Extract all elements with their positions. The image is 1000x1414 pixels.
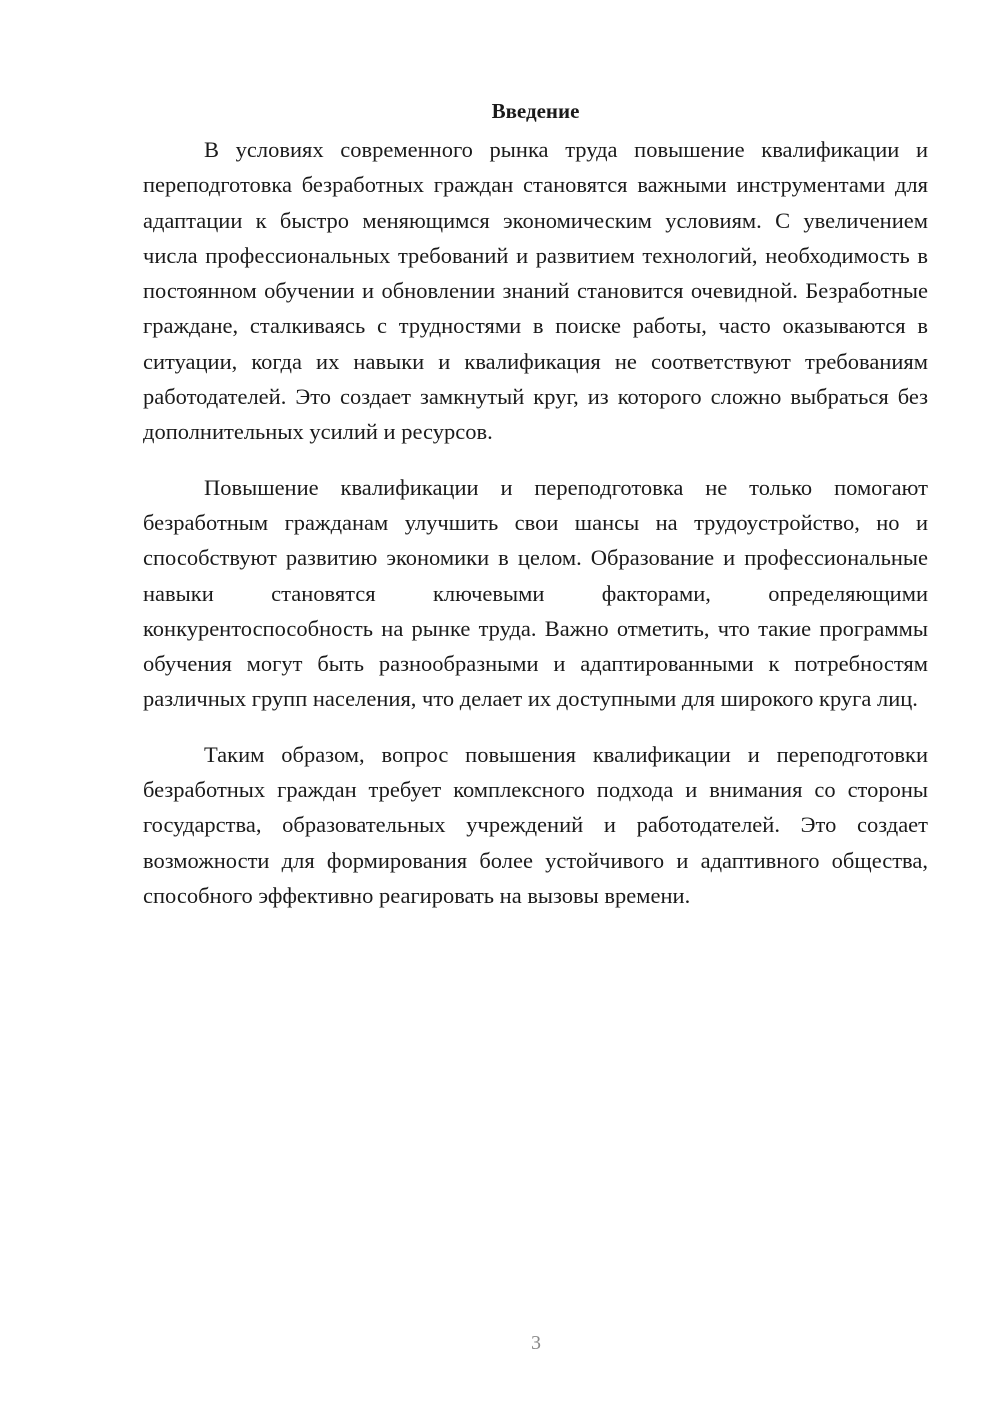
paragraph-1: В условиях современного рынка труда повышение квалификации и переподготовка безработных граждан становятся важными инструментами для адаптации к быстро меняющимся экономическим условиям. С увеличением числа профессиональных требований и развитием технологий, необходимость в постоянном обучении и обновлении знаний становится очевидной. Безработные граждане, сталкиваясь с трудностями в поиске работы, часто оказываются в ситуации, когда их навыки и квалификация не соответствуют требованиям работодателей. Это создает замкнутый круг, из которого сложно выбраться без дополнительных усилий и ресурсов. bbox=[143, 137, 928, 445]
page-number: 3 bbox=[531, 1332, 541, 1354]
paragraph-2: Повышение квалификации и переподготовка не только помогают безработным гражданам улучшить свои шансы на трудоустройство, но и способствуют развитию экономики в целом. Образование и профессиональные навыки становятся ключевыми факторами, определяющими конкурентоспособность на рынке труда. Важно отметить, что такие программы обучения могут быть разнообразными и адаптированными к потребностям различных групп населения, что делает их доступными для широкого круга лиц. bbox=[143, 474, 928, 712]
section-heading: Введение bbox=[491, 99, 580, 123]
page-content bbox=[143, 96, 928, 933]
paragraph-3: Таким образом, вопрос повышения квалификации и переподготовки безработных граждан требует комплексного подхода и внимания со стороны государства, образовательных учреждений и работодателей. Это создает возможности для формирования более устойчивого и адаптивного общества, способного эффективно реагировать на вызовы времени. bbox=[143, 741, 928, 908]
